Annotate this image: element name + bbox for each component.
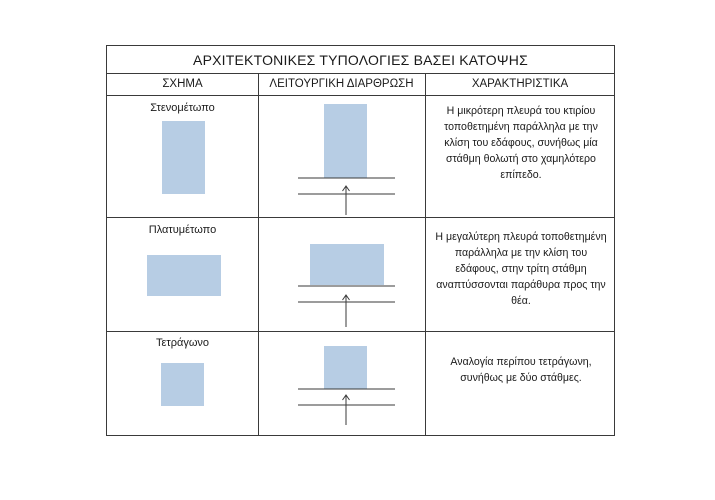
header-shape: ΣΧΗΜΑ bbox=[162, 78, 203, 90]
layout-diagram-square bbox=[258, 331, 425, 437]
building-volume bbox=[324, 346, 367, 389]
shape-label-square: Τετράγωνο bbox=[155, 337, 210, 349]
shape-label-narrow: Στενομέτωπο bbox=[150, 102, 215, 114]
layout-diagram-wide bbox=[258, 217, 425, 331]
typology-table bbox=[106, 45, 615, 436]
shape-square-plan bbox=[161, 363, 204, 406]
description-square: Αναλογία περίπου τετράγωνη, συνήθως με δύο στάθμες. bbox=[450, 356, 592, 384]
description-wide: Η μεγαλύτερη πλευρά τοποθετημένη παράλληλα με την κλίση του εδάφους, στην τρίτη στάθμη αναπτύσσονται παράθυρα προς την θέα. bbox=[435, 231, 607, 307]
building-volume bbox=[310, 244, 384, 285]
header-layout: ΛΕΙΤΟΥΡΓΙΚΗ ΔΙΑΡΘΡΩΣΗ bbox=[269, 78, 414, 90]
building-volume bbox=[324, 104, 367, 178]
shape-narrow-plan bbox=[162, 121, 205, 194]
description-narrow: Η μικρότερη πλευρά του κτιρίου τοποθετημένη παράλληλα με την κλίση του εδάφους, συνήθως μία στάθμη θολωτή στο χαμηλότερο επίπεδο. bbox=[444, 105, 598, 181]
column-divider-2 bbox=[425, 73, 426, 435]
table-title: ΑΡΧΙΤΕΚΤΟΝΙΚΕΣ ΤΥΠΟΛΟΓΙΕΣ ΒΑΣΕΙ ΚΑΤΟΨΗΣ bbox=[193, 51, 528, 68]
shape-label-wide: Πλατυμέτωπο bbox=[148, 224, 217, 236]
shape-wide-plan bbox=[147, 255, 221, 296]
header-features: ΧΑΡΑΚΤΗΡΙΣΤΙΚΑ bbox=[471, 78, 569, 90]
layout-diagram-narrow bbox=[258, 95, 425, 217]
